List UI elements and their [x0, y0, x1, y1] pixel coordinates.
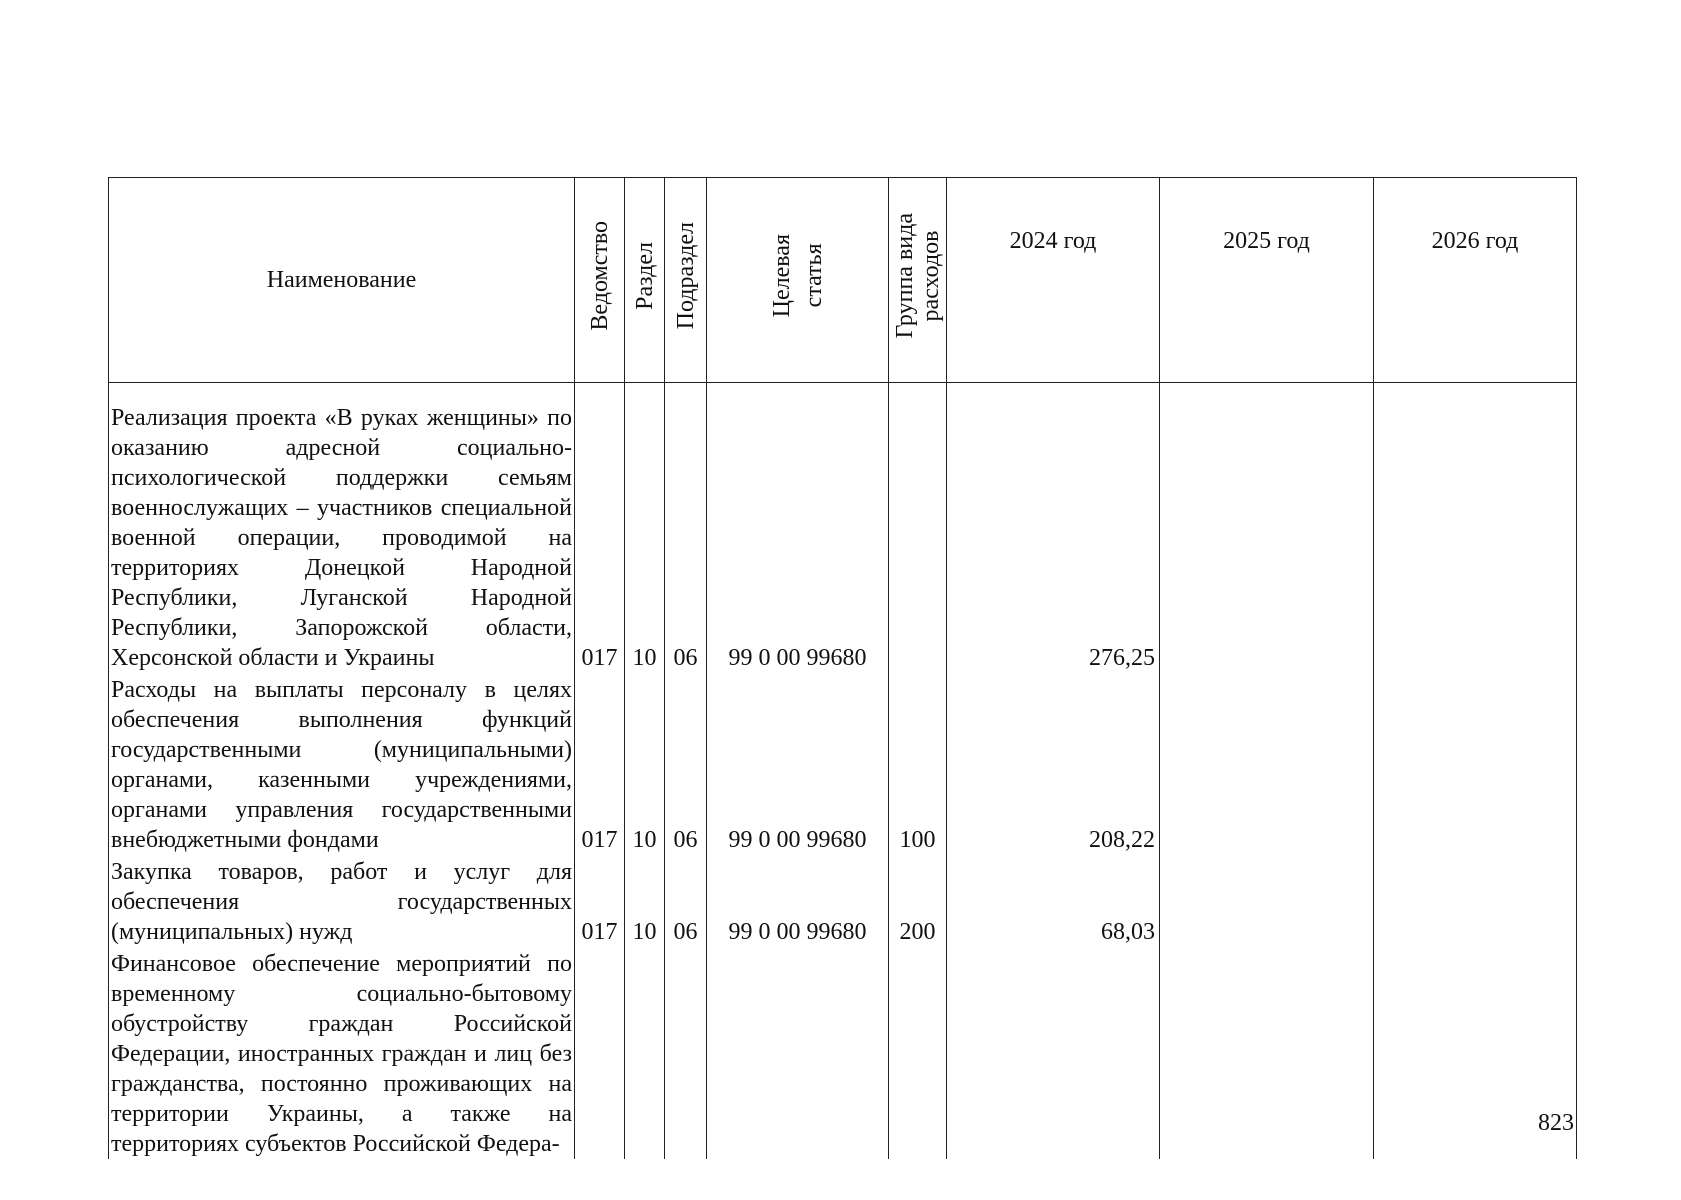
- row-target-article: [707, 947, 889, 1159]
- row-expense-group: 200: [889, 855, 947, 947]
- row-expense-group: [889, 383, 947, 674]
- header-target-article: Целевая статья: [707, 178, 889, 383]
- row-target-article: 99 0 00 99680: [707, 383, 889, 674]
- row-name: Расходы на выплаты персоналу в целях обеспечения выполнения функций государственными (муниципальными) органами, казенными учреждениями, органами управления государственными внебюджетными фондами: [109, 673, 575, 855]
- row-name: Закупка товаров, работ и услуг для обеспечения государственных (муниципальных) нужд: [109, 855, 575, 947]
- table-row: [109, 855, 1577, 947]
- row-amount-2024: 68,03: [947, 855, 1160, 947]
- header-department: Ведомство: [575, 178, 625, 383]
- row-section: 10: [625, 673, 665, 855]
- row-amount-2026: [1374, 673, 1577, 855]
- row-amount-2024: 276,25: [947, 383, 1160, 674]
- table-row: [109, 383, 1577, 674]
- header-section: Раздел: [625, 178, 665, 383]
- header-year-2026: 2026 год: [1374, 178, 1577, 383]
- header-name: Наименование: [109, 178, 575, 383]
- row-amount-2025: [1160, 673, 1374, 855]
- page-number: 823: [1538, 1110, 1574, 1136]
- row-subsection: 06: [665, 855, 707, 947]
- row-department: [575, 947, 625, 1159]
- row-subsection: 06: [665, 383, 707, 674]
- row-target-article: 99 0 00 99680: [707, 855, 889, 947]
- row-section: 10: [625, 855, 665, 947]
- row-name: Финансовое обеспечение мероприятий по временному социально-бытовому обустройству граждан Российской Федерации, иностранных граждан и лиц без гражданства, постоянно проживающих на территории Украины, а также на территориях субъектов Российской Федера-: [109, 947, 575, 1159]
- header-year-2024: 2024 год: [947, 178, 1160, 383]
- row-department: 017: [575, 383, 625, 674]
- row-section: [625, 947, 665, 1159]
- table-row: [109, 673, 1577, 855]
- row-expense-group: 100: [889, 673, 947, 855]
- row-department: 017: [575, 855, 625, 947]
- row-name: Реализация проекта «В руках женщины» по оказанию адресной социально-психологической поддержки семьям военнослужащих – участников специальной военной операции, проводимой на территориях Донецкой Народной Республики, Луганской Народной Республики, Запорожской области, Херсонской области и Украины: [109, 383, 575, 674]
- row-amount-2025: [1160, 855, 1374, 947]
- row-amount-2026: [1374, 383, 1577, 674]
- row-amount-2026: [1374, 855, 1577, 947]
- row-target-article: 99 0 00 99680: [707, 673, 889, 855]
- row-amount-2025: [1160, 947, 1374, 1159]
- header-subsection: Подраздел: [665, 178, 707, 383]
- header-expense-group: Группа вида расходов: [889, 178, 947, 383]
- row-subsection: 06: [665, 673, 707, 855]
- row-section: 10: [625, 383, 665, 674]
- row-amount-2025: [1160, 383, 1374, 674]
- row-department: 017: [575, 673, 625, 855]
- row-subsection: [665, 947, 707, 1159]
- table-header-row: [109, 178, 1577, 383]
- header-year-2025: 2025 год: [1160, 178, 1374, 383]
- row-expense-group: [889, 947, 947, 1159]
- budget-table: [108, 177, 1577, 1159]
- table-row: [109, 947, 1577, 1159]
- row-amount-2024: [947, 947, 1160, 1159]
- row-amount-2024: 208,22: [947, 673, 1160, 855]
